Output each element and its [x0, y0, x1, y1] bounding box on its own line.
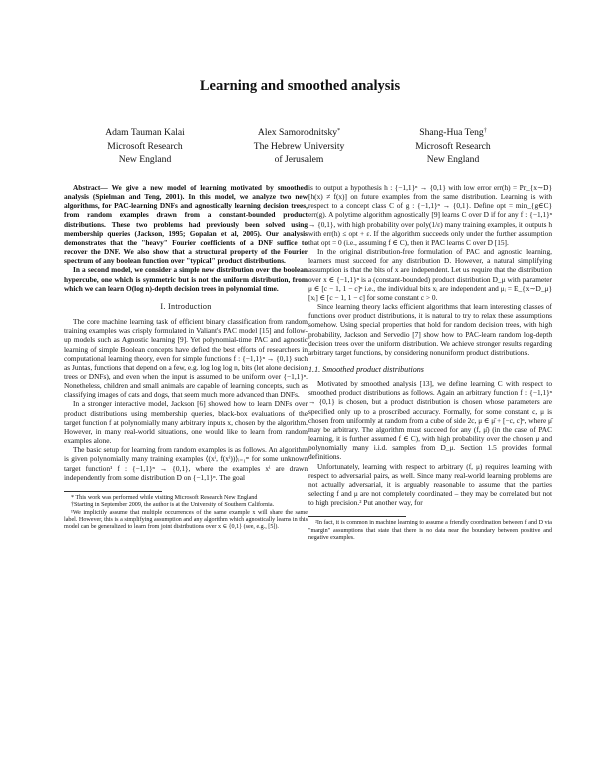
- author-affiliation: The Hebrew University: [253, 140, 345, 152]
- subsection-heading: 1.1. Smoothed product distributions: [308, 364, 424, 374]
- author-affiliation: Microsoft Research: [107, 140, 183, 152]
- footnote-2: ²In fact, it is common in machine learning to assume a friendly coordination between f and D via "margin" assumptions that state that there is no data near the boundary between positive and negative examples.: [308, 520, 552, 542]
- intro-paragraph-3: The basic setup for learning from random examples is as follows. An algorithm is given polynomially many training examples ⟨(xⁱ, f(xⁱ))⟩ᵢ₌₁ᵐ for some unknown target function¹ f : {−1,1}ⁿ → {0,1}, where the examples xⁱ are drawn independently from some distribution D on {−1,1}ⁿ. The goal: [64, 445, 308, 482]
- footnote-dagger: †Starting in September 2009, the author is at the University of Southern California.: [71, 502, 275, 509]
- abstract-text: We give a new model of learning motivated by smoothed analysis (Spielman and Teng, 2001). In this model, we analyze two new algorithms, for PAC-learning DNFs and agnostically learning decision trees, from random examples drawn from a constant-bounded product distributions. These two problems had previously been solved using membership queries (Jackson, 1995; Gopalan et al, 2005). Our analysis demonstrates that the "heavy" Fourier coefficients of a DNF suffice to recover the DNF. We also show that a structural property of the Fourier spectrum of any boolean function over "typical" product distributions.: [64, 183, 308, 266]
- footnote-mark: †: [483, 128, 487, 134]
- body-paragraph-2: In the original distribution-free formulation of PAC and agnostic learning, learners must succeed for any distribution D. However, a natural simplifying assumption is that the bits of x are independent. Let us require that the distribution over x ∈ {−1,1}ⁿ is a (constant-bounded) product distribution D_μ with parameter μ ∈ [c − 1, 1 − c]ⁿ i.e., the individual bits xᵢ are independent and μᵢ = E_{x∼D_μ}[xᵢ] ∈ [c − 1, 1 − c] for some constant c > 0.: [308, 247, 552, 302]
- right-column: [308, 183, 552, 544]
- author-affiliation: Microsoft Research: [415, 140, 491, 152]
- author-1: [65, 126, 225, 167]
- section-heading-introduction: I. Introduction: [160, 301, 212, 311]
- intro-paragraph-1: The core machine learning task of efficient binary classification from random training examples was crisply formulated in Valiant's PAC model [15] and follow-up models such as Agnostic learning [9]. Yet polynomial-time PAC and agnostic learning of simple Boolean concepts have defied the best efforts of researchers in computational learning theory, even for simple functions f : {−1,1}ⁿ → {0,1} such as Juntas, functions that depend on a few, e.g. log log log n, bits (let alone decision trees or DNFs), and even when the input is assumed to be uniform over {−1,1}ⁿ. Nonetheless, children and small animals are capable of learning concepts, such as classifying images of cats and dogs, that seem much more advanced than DNFs.: [64, 317, 308, 400]
- footnotes: [64, 495, 308, 532]
- author-3: [373, 126, 533, 167]
- body-paragraph-3: Since learning theory lacks efficient algorithms that learn interesting classes of functions over product distributions, it is natural to try to relax these assumptions somehow. Using special properties that hold for random decision trees, with high probability, Jackson and Servedio [7] show how to PAC-learn random log-depth decision trees over the uniform distribution. We achieve stronger results regarding arbitrary target functions, by considering nonuniform product distributions.: [308, 302, 552, 357]
- body-paragraph-4: Motivated by smoothed analysis [13], we define learning C with respect to smoothed product distributions as follows. Again an arbitrary function f : {−1,1}ⁿ → {0,1} is chosen, but a product distribution is chosen whose parameters are specified only up to a proscribed accuracy. Formally, for some constant c, μ is chosen from uniformly at random from a cube of side 2c, μ ∈ μ̄ + [−c, c]ⁿ, where μ̄ may be arbitrary. The algorithm must succeed for any (f, μ̄) (in the case of PAC learning, it is further assumed f ∈ C), with high probability over the chosen μ and polynomially many i.i.d. samples from D_μ. Section 1.5 provides formal definitions.: [308, 379, 552, 462]
- body-paragraph-5: Unfortunately, learning with respect to arbitrary (f, μ) requires learning with respect to adversarial pairs, as well. Since many real-world learning problems are not actually adversarial, it is arguably reasonable to assume that the parties selecting f and μ are not completely coordinated – they may be correlated but not to high precision.² Put another way, for: [308, 461, 552, 508]
- footnotes: [308, 520, 552, 542]
- footnote-mark: *: [337, 128, 341, 134]
- footnote-star: * This work was performed while visiting Microsoft Research New England: [71, 494, 258, 501]
- author-location: New England: [426, 154, 480, 165]
- author-2: [219, 126, 379, 167]
- author-name: Adam Tauman Kalai: [105, 127, 185, 138]
- body-paragraph-1: is to output a hypothesis h : {−1,1}ⁿ → {0,1} with low error err(h) = Pr_{x∼D}[h(x) ≠ f(x)] on future examples from the same distribution. Learning is with respect to a concept class C of g : {−1,1}ⁿ → {0,1}. Define opt = min_{g∈C} err(g). A polytime algorithm agnostically [9] learns C over D if for any f : {−1,1}ⁿ → {0,1}, with high probability over poly(1/ε) many training examples, it outputs h with err(h) ≤ opt + ε. If the algorithm succeeds only under the further assumption that opt = 0 (i.e., assuming f ∈ C), then it PAC learns C over D [15].: [308, 183, 552, 247]
- paper-title: Learning and smoothed analysis: [199, 78, 401, 94]
- footnote-divider: [64, 491, 162, 492]
- author-location: New England: [118, 154, 172, 165]
- abstract-label: Abstract—: [73, 183, 108, 192]
- left-column: [64, 183, 308, 533]
- abstract-paragraph: [64, 183, 308, 265]
- intro-paragraph-2: In a stronger interactive model, Jackson [6] showed how to learn DNFs over product distributions using membership queries, black-box evaluations of the target function f at polynomially many arbitrary inputs x, chosen by the algorithm. However, in many real-world situations, one would like to learn from random examples alone.: [64, 399, 308, 446]
- author-name: Shang-Hua Teng: [419, 127, 484, 138]
- footnote-1: ¹We implicitly assume that multiple occurrences of the same example x will share the same label. However, this is a simplifying assumption and any algorithm which agnostically learns in this model can be generalized to learn from joint distributions over x ∈ {0,1} (see, e.g., [5]).: [64, 509, 308, 531]
- author-location: of Jerusalem: [274, 154, 324, 165]
- abstract-paragraph-2: In a second model, we consider a simple new distribution over the boolean hypercube, one which is symmetric but is not the uniform distribution, from which we can learn O(log n)-depth decision trees in polynomial time.: [64, 265, 308, 293]
- footnote-divider: [308, 516, 406, 517]
- author-name: Alex Samorodnitsky: [257, 127, 338, 138]
